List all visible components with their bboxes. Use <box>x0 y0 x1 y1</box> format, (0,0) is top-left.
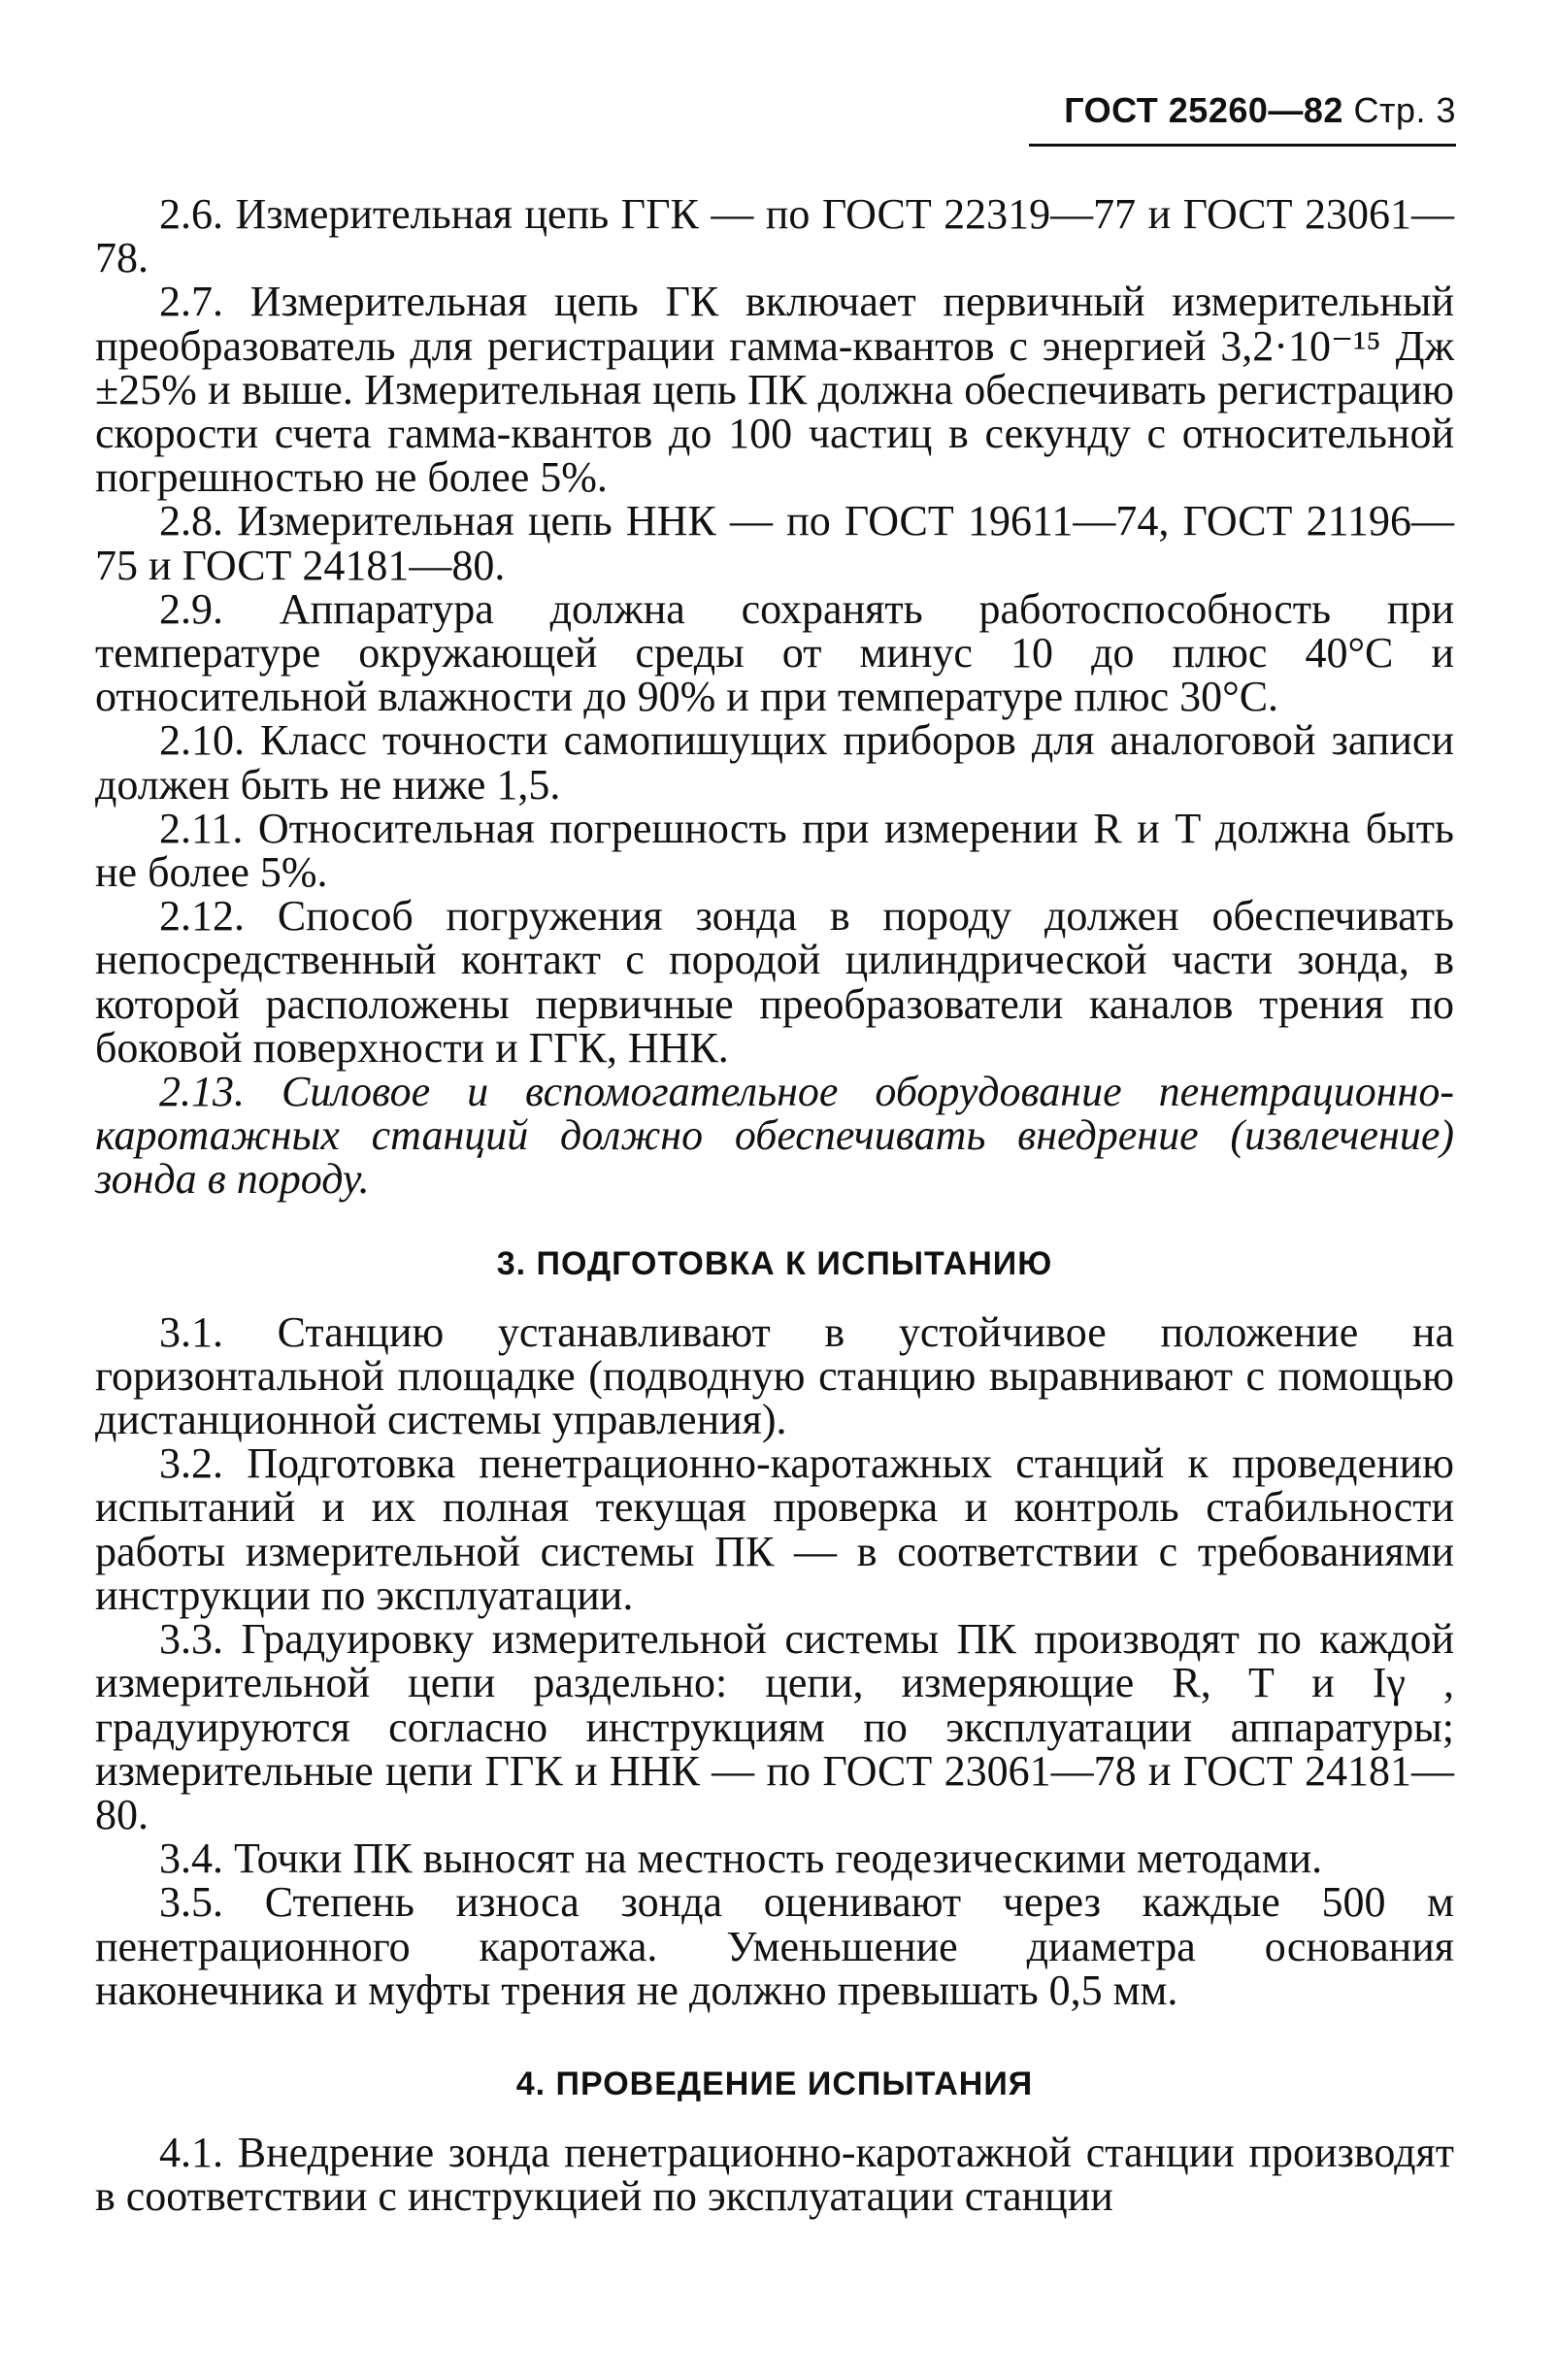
page-number: Стр. 3 <box>1353 90 1456 130</box>
standard-number: ГОСТ 25260—82 <box>1064 90 1343 130</box>
paragraph-2-13: 2.13. Силовое и вспомогательное оборудование пенетрационно-каротажных станций должно обеспечивать внедрение (извлечение) зонда в породу. <box>95 1068 1454 1204</box>
paragraph-2-7: 2.7. Измерительная цепь ГК включает первичный измерительный преобразователь для регистрации гамма-квантов с энергией 3,2·10⁻¹⁵ Дж ±25% и выше. Измерительная цепь ПК должна обеспечивать регистрацию скорости счета гамма-квантов до 100 частиц в секунду с относительной погрешностью не более 5%. <box>95 278 1454 502</box>
paragraph-3-1: 3.1. Станцию устанавливают в устойчивое положение на горизонтальной площадке (подводную станцию выравнивают с помощью дистанционной системы управления). <box>95 1307 1454 1444</box>
paragraph-2-6: 2.6. Измерительная цепь ГГК — по ГОСТ 22319—77 и ГОСТ 23061—78. <box>95 190 1454 282</box>
paragraph-3-2: 3.2. Подготовка пенетрационно-каротажных станций к проведению испытаний и их полная текущая проверка и контроль стабильности работы измерительной системы ПК — в соответствии с требованиями инструкции по эксплуатации. <box>95 1439 1454 1619</box>
paragraph-3-4: 3.4. Точки ПК выносят на местность геодезическими методами. <box>159 1835 1323 1883</box>
paragraph-2-11: 2.11. Относительная погрешность при измерении R и T должна быть не более 5%. <box>95 804 1454 897</box>
body-text <box>95 190 1454 2221</box>
paragraph-2-8: 2.8. Измерительная цепь ННК — по ГОСТ 19611—74, ГОСТ 21196—75 и ГОСТ 24181—80. <box>95 497 1454 589</box>
section-3-heading: 3. ПОДГОТОВКА К ИСПЫТАНИЮ <box>496 1244 1053 1282</box>
header-rule <box>1029 144 1456 147</box>
paragraph-3-3: 3.3. Градуировку измерительной системы ПК производят по каждой измерительной цепи раздельно: цепи, измеряющие R, T и Iγ , градуируются согласно инструкциям по эксплуатации аппаратуры; измерительные цепи ГГК и ННК — по ГОСТ 23061—78 и ГОСТ 24181—80. <box>95 1615 1454 1838</box>
paragraph-4-1: 4.1. Внедрение зонда пенетрационно-каротажной станции производят в соответствии с инструкцией по эксплуатации станции <box>95 2128 1454 2221</box>
paragraph-2-9: 2.9. Аппаратура должна сохранять работоспособность при температуре окружающей среды от минус 10 до плюс 40°С и относительной влажности до 90% и при температуре плюс 30°С. <box>95 584 1454 721</box>
paragraph-3-5: 3.5. Степень износа зонда оценивают через каждые 500 м пенетрационного каротажа. Уменьшение диаметра основания наконечника и муфты трения не должно превышать 0,5 мм. <box>95 1878 1454 2014</box>
paragraph-2-10: 2.10. Класс точности самопишущих приборов для аналоговой записи должен быть не ниже 1,5. <box>95 716 1454 809</box>
paragraph-2-12: 2.12. Способ погружения зонда в породу должен обеспечивать непосредственный контакт с породой цилиндрической части зонда, в которой расположены первичные преобразователи каналов трения по боковой поверхности и ГГК, ННК. <box>95 892 1454 1072</box>
section-4-heading: 4. ПРОВЕДЕНИЕ ИСПЫТАНИЯ <box>515 2065 1034 2102</box>
running-header <box>1029 89 1456 132</box>
